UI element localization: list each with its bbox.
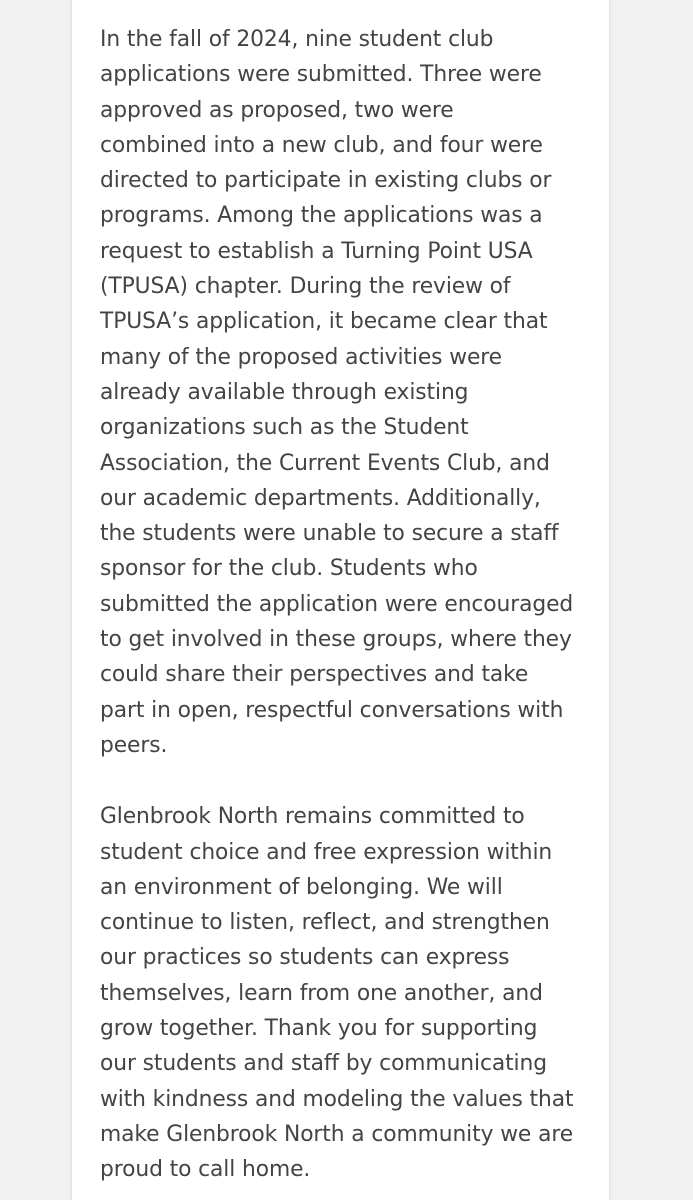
paragraph-line: combined into a new club, and four were: [100, 132, 543, 158]
paragraph-line: Association, the Current Events Club, and: [100, 450, 550, 476]
paragraph-line: our practices so students can express: [100, 945, 510, 971]
paragraph-line: peers.: [100, 732, 168, 758]
paragraph-line: with kindness and modeling the values that: [100, 1086, 574, 1112]
paragraph-line: an environment of belonging. We will: [100, 874, 503, 900]
document-body: [100, 22, 600, 1188]
paragraph-line: could share their perspectives and take: [100, 662, 529, 688]
paragraph-line: TPUSA’s application, it became clear that: [100, 309, 548, 335]
paragraph-line: many of the proposed activities were: [100, 344, 502, 370]
paragraph-line: proud to call home.: [100, 1157, 311, 1183]
paragraph-line: (TPUSA) chapter. During the review of: [100, 274, 511, 300]
paragraph-line: make Glenbrook North a community we are: [100, 1121, 574, 1147]
paragraph-line: grow together. Thank you for supporting: [100, 1016, 538, 1042]
paragraph-line: organizations such as the Student: [100, 415, 469, 441]
paragraph-line: sponsor for the club. Students who: [100, 556, 478, 582]
paragraph-line: to get involved in these groups, where they: [100, 627, 572, 653]
paragraph-line: part in open, respectful conversations with: [100, 697, 564, 723]
paragraph-line: the students were unable to secure a staff: [100, 521, 559, 547]
paragraph-spacer: [100, 763, 600, 799]
paragraph-line: applications were submitted. Three were: [100, 62, 542, 88]
paragraph-commitment: [100, 799, 600, 1187]
paragraph-line: request to establish a Turning Point USA: [100, 238, 533, 264]
paragraph-line: student choice and free expression within: [100, 839, 553, 865]
paragraph-line: directed to participate in existing clubs or: [100, 168, 552, 194]
paragraph-line: In the fall of 2024, nine student club: [100, 27, 494, 52]
paragraph-line: our academic departments. Additionally,: [100, 485, 541, 511]
paragraph-line: continue to listen, reflect, and strengthen: [100, 910, 550, 936]
paragraph-line: our students and staff by communicating: [100, 1051, 547, 1077]
paragraph-line: already available through existing: [100, 379, 469, 405]
paragraph-club-applications: [100, 22, 600, 763]
paragraph-line: Glenbrook North remains committed to: [100, 804, 525, 830]
paragraph-line: submitted the application were encouraged: [100, 591, 574, 617]
paragraph-line: themselves, learn from one another, and: [100, 980, 543, 1006]
paragraph-line: approved as proposed, two were: [100, 97, 454, 123]
paragraph-line: programs. Among the applications was a: [100, 203, 543, 229]
